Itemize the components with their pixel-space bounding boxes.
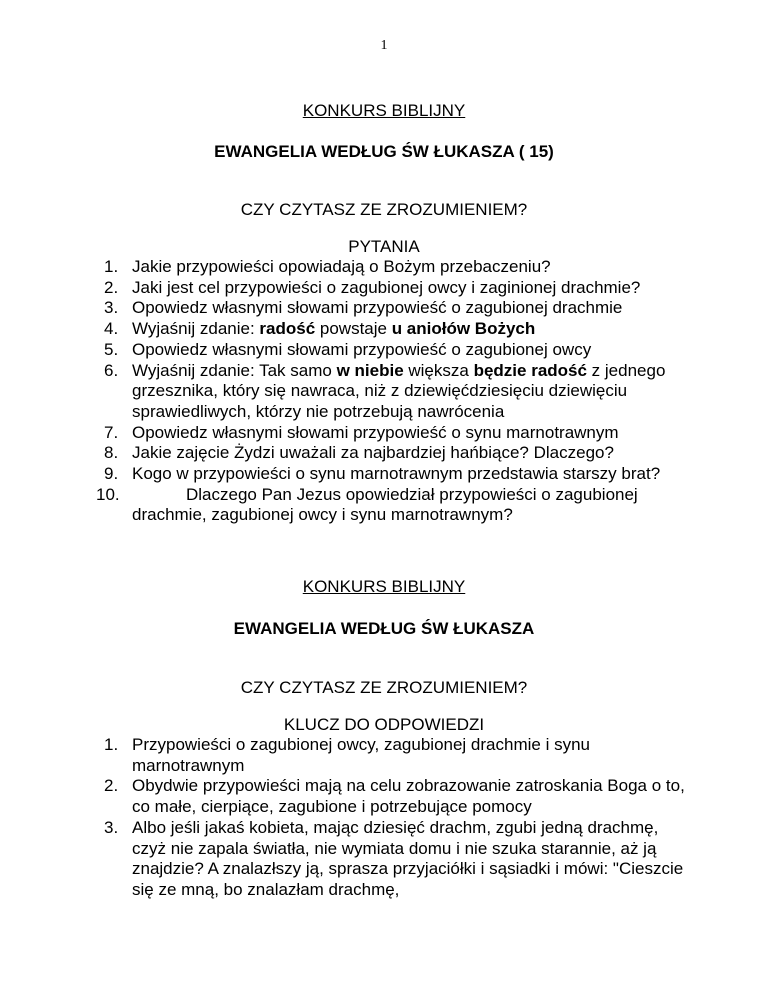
item-text: powstaje — [315, 319, 392, 339]
list-item — [96, 361, 686, 423]
item-text: Albo jeśli jakaś kobieta, mając dziesięć drachm, zgubi jedną drachmę, czyż nie zapala światła, nie wymiata domu i nie szuka starannie, aż ją znajdzie? A znalazłszy ją, sprasza przyjaciółki i sąsiadki i mówi: "Cieszcie się ze mną, bo znalazłam drachmę, — [132, 817, 684, 899]
list-item — [96, 464, 686, 485]
item-text: drachmie, zagubionej owcy i synu marnotrawnym? — [132, 505, 513, 525]
section2-title: KONKURS BIBLIJNY — [302, 577, 466, 596]
section1-title: KONKURS BIBLIJNY — [302, 101, 466, 120]
item-number: 1. — [104, 735, 119, 754]
list-item — [96, 735, 686, 776]
item-text: Jakie przypowieści opowiadają o Bożym przebaczeniu? — [132, 257, 551, 276]
item-number: 4. — [104, 319, 119, 339]
item-text: Wyjaśnij zdanie: Tak samo — [132, 360, 337, 380]
item-text: Opowiedz własnymi słowami przypowieść o synu marnotrawnym — [132, 422, 619, 442]
item-number: 3. — [104, 298, 119, 318]
list-item — [96, 278, 686, 299]
list-item — [96, 776, 686, 817]
list-item — [96, 818, 686, 901]
section2-subtitle: EWANGELIA WEDŁUG ŚW ŁUKASZA — [233, 619, 535, 638]
item-text: Jaki jest cel przypowieści o zagubionej owcy i zaginionej drachmie? — [132, 277, 641, 297]
item-text: Jakie zajęcie Żydzi uważali za najbardziej hańbiące? Dlaczego? — [132, 443, 614, 463]
section1-subtitle: EWANGELIA WEDŁUG ŚW ŁUKASZA ( 15) — [214, 142, 554, 161]
section2-tagline: CZY CZYTASZ ZE ZROZUMIENIEM? — [240, 678, 528, 697]
answers-list — [96, 735, 686, 901]
item-number: 8. — [104, 443, 119, 463]
page-number: 1 — [380, 38, 388, 53]
item-number: 2. — [104, 776, 119, 796]
item-text: Opowiedz własnymi słowami przypowieść o zagubionej owcy — [132, 339, 592, 359]
list-item — [96, 443, 686, 464]
list-item — [96, 319, 686, 340]
item-text: Przypowieści o zagubionej owcy, zagubionej drachmie i synu marnotrawnym — [132, 735, 590, 775]
item-number: 10. — [96, 484, 120, 504]
answers-heading: KLUCZ DO ODPOWIEDZI — [283, 715, 485, 734]
bold-text: radość — [259, 319, 316, 339]
questions-heading: PYTANIA — [348, 237, 420, 256]
list-item — [96, 423, 686, 444]
list-item — [96, 485, 686, 526]
item-text: Obydwie przypowieści mają na celu zobrazowanie zatroskania Boga o to, co małe, cierpiące, zagubione i potrzebujące pomocy — [132, 776, 685, 817]
item-number: 7. — [104, 422, 119, 442]
item-text: Kogo w przypowieści o synu marnotrawnym przedstawia starszy brat? — [132, 464, 661, 484]
item-number: 5. — [104, 339, 119, 359]
item-number: 9. — [104, 464, 119, 484]
item-number: 2. — [104, 277, 119, 297]
questions-list — [96, 257, 686, 526]
list-item — [96, 298, 686, 319]
item-number: 3. — [104, 817, 119, 837]
list-item — [96, 257, 686, 278]
item-text: Opowiedz własnymi słowami przypowieść o zagubionej drachmie — [132, 298, 623, 318]
list-item — [96, 340, 686, 361]
item-text: z jednego grzesznika, który się nawraca, niż z dziewięćdziesięciu dziewięciu sprawiedliwych, którzy nie potrzebują nawrócenia — [132, 360, 666, 421]
bold-text: u aniołów Bożych — [391, 319, 536, 339]
item-text: Dlaczego Pan Jezus opowiedział przypowieści o zagubionej — [186, 484, 638, 504]
bold-text: w niebie — [336, 360, 404, 380]
bold-text: będzie radość — [473, 360, 587, 380]
item-number: 6. — [104, 360, 119, 380]
item-number: 1. — [104, 257, 119, 276]
item-text: Wyjaśnij zdanie: — [132, 319, 260, 339]
section1-tagline: CZY CZYTASZ ZE ZROZUMIENIEM? — [240, 200, 528, 219]
item-text: większa — [403, 360, 474, 380]
